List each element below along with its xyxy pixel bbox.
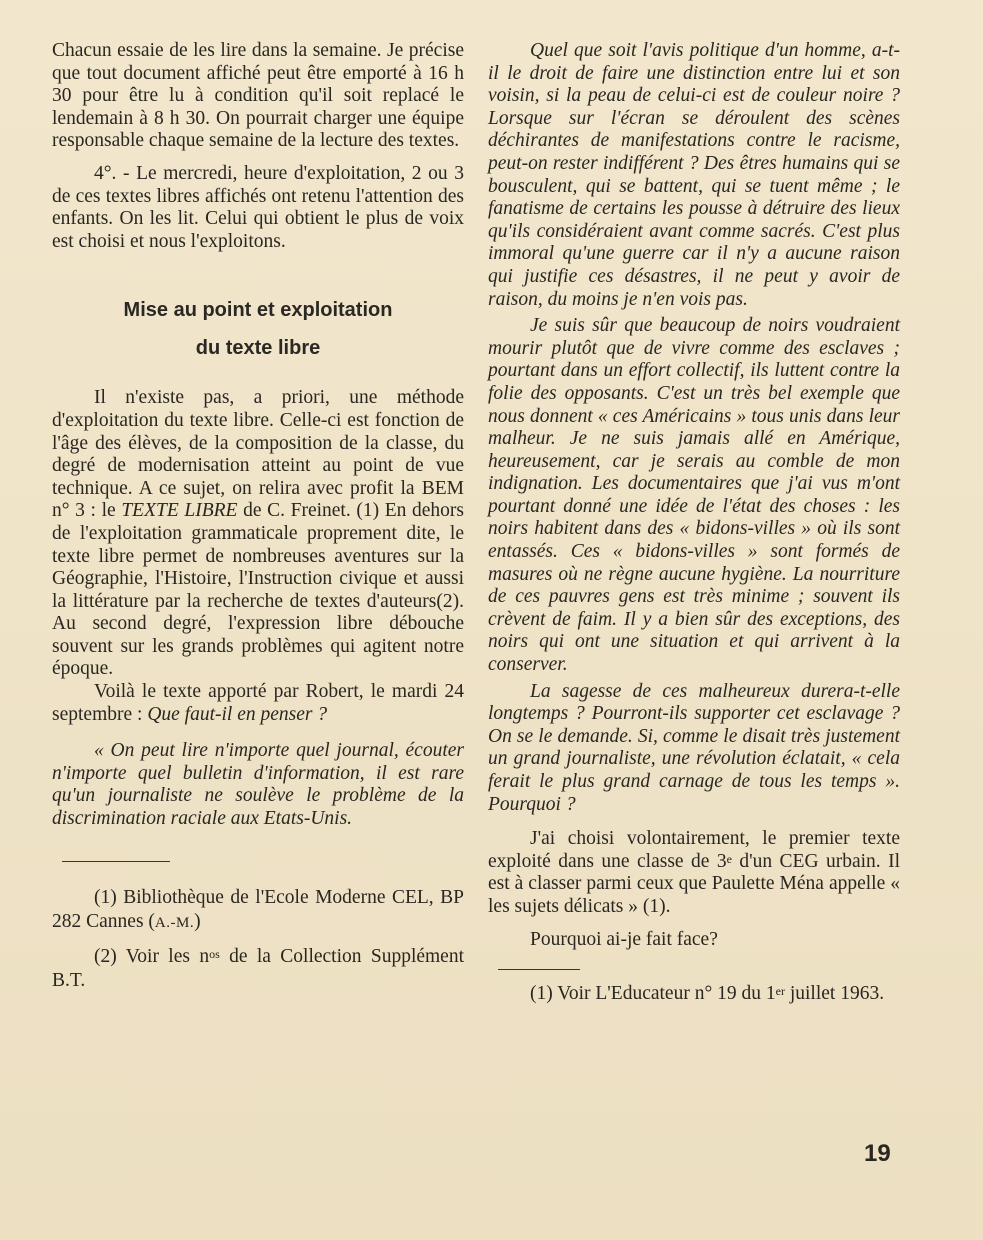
left-column (52, 40, 464, 1003)
section-heading-line1: Mise au point et exploitation (123, 299, 393, 322)
left-footnotes (52, 886, 464, 993)
student-text-opening: « On peut lire n'importe quel journal, écouter n'importe quel bulletin d'information, il est rare qu'un journaliste ne soulève le problème de la discrimination raciale aux Etats-Unis. (52, 740, 464, 830)
student-text-paragraph-3: La sagesse de ces malheureux durera-t-elle longtemps ? Pourront-ils supporter cet esclavage ? On se le demande. Si, comme le disait très justement un grand journaliste, une révolution éclatait, « cela ferait le plus grand carnage de tous les temps ». Pourquoi ? (488, 680, 900, 815)
right-footnote-1-text: (1) Voir L'Educateur n° 19 du 1 (530, 983, 776, 1005)
section-heading-line2: du texte libre (195, 337, 321, 360)
footnote-1-close: ) (194, 910, 201, 932)
student-text-paragraph-1: Quel que soit l'avis politique d'un homme, a-t-il le droit de faire une distinction entre lui et son voisin, si la peau de celui-ci est de couleur noire ? Lorsque sur l'écran se déroulent des scènes déchirantes de manifestations contre le racisme, peut-on rester indifférent ? Des êtres humains qui se bousculent, qui se battent, qui se tuent même ; le fanatisme de certains les pousse à détruire des lieux qu'ils considéraient avant comme sacrés. C'est plus immoral qu'une guerre car il n'y a aucune raison qui justifie ces désastres, il ne peut y avoir de raison, du moins je n'en vois pas. (488, 40, 900, 310)
paragraph-choice-text: J'ai choisi volontairement, le premier texte exploité dans une classe de 3 (488, 828, 900, 872)
paragraph-wednesday: 4°. - Le mercredi, heure d'exploitation, 2 ou 3 de ces textes libres affichés ont retenu l'attention des enfants. On les lit. Celui qui obtient le plus de voix est choisi et nous l'exploitons. (52, 162, 464, 252)
paragraph-choice-sup: e (726, 851, 732, 866)
paragraph-exploitation (52, 387, 464, 681)
footnote-1 (52, 886, 464, 935)
paragraph-why: Pourquoi ai-je fait face? (530, 928, 718, 950)
footnote-1-abbrev: A.-M. (154, 914, 195, 931)
footnote-2-tail: de la Collection Supplément B.T. (52, 945, 465, 991)
paragraph-exploitation-part2: de C. Freinet. (1) En dehors de l'exploitation grammaticale proprement dite, le texte libre permet de nombreuses aventures sur la Géographie, l'Histoire, l'Instruction civique et aussi la littérature par la recherche de textes d'auteurs(2). Au second degré, l'expression libre débouche souvent sur les grands problèmes qui agitent notre époque. (52, 500, 464, 680)
footnote-2-text: (2) Voir les n (94, 945, 210, 967)
footnote-2 (52, 945, 464, 993)
paragraph-reading: Chacun essaie de les lire dans la semaine. Je précise que tout document affiché peut être emporté à 16 h 30 pour être lu à condition qu'il soit replacé le lendemain à 8 h 30. On pourrait charger une équipe responsable chaque semaine de la lecture des textes. (52, 40, 464, 152)
paragraph-exploitation-title: TEXTE LIBRE (121, 500, 238, 522)
footnote-1-text: (1) Bibliothèque de l'Ecole Moderne CEL, BP 282 Cannes ( (52, 886, 464, 932)
right-footnote-1 (488, 982, 900, 1006)
paragraph-robert-question: Que faut-il en penser ? (147, 703, 328, 725)
paragraph-robert-text: Voilà le texte apporté par Robert, le mardi 24 septembre : (52, 681, 464, 725)
right-footnote-divider (498, 969, 580, 970)
right-column (488, 40, 900, 1016)
section-heading (52, 291, 464, 367)
right-footnote-1-tail: juillet 1963. (784, 983, 885, 1005)
paragraph-exploitation-part1: Il n'existe pas, a priori, une méthode d'exploitation du texte libre. Celle-ci est fonction de l'âge des élèves, de la composition de la classe, du degré de modernisation atteint au point de vue technique. A ce sujet, on relira avec profit la BEM n° 3 : le (52, 387, 464, 522)
paragraph-robert (52, 681, 464, 726)
paragraph-choice (488, 828, 900, 918)
right-footnotes (488, 982, 900, 1006)
student-text (488, 40, 900, 816)
page-number: 19 (864, 1140, 891, 1167)
footnote-divider (62, 861, 170, 862)
student-text-paragraph-2: Je suis sûr que beaucoup de noirs voudraient mourir plutôt que de vivre comme des esclaves ; pourtant dans un effort collectif, ils luttent contre la folie des opposants. C'est un très bel exemple que nous donnent « ces Américains » tous unis dans leur malheur. Je ne suis jamais allé en Amérique, heureusement, car je serais au comble de mon indignation. Les documentaires que j'ai vus m'ont pourtant donné une idée de l'état des choses : les noirs habitent dans des « bidons-villes » où ils sont entassés. Ces « bidons-villes » sont formés de masures où ne règne aucune hygiène. La nourriture de ces pauvres gens est très minime ; souvent ils crèvent de faim. Il y a bien sûr des exceptions, des noirs qui ont une situation et qui arrivent à la conserver. (488, 315, 900, 676)
paragraph-choice-tail: d'un CEG urbain. Il est à classer parmi ceux que Paulette Ména appelle « les sujets délicats » (1). (488, 850, 900, 917)
footnote-2-sup: os (209, 946, 220, 961)
right-footnote-1-sup: er (775, 984, 785, 999)
